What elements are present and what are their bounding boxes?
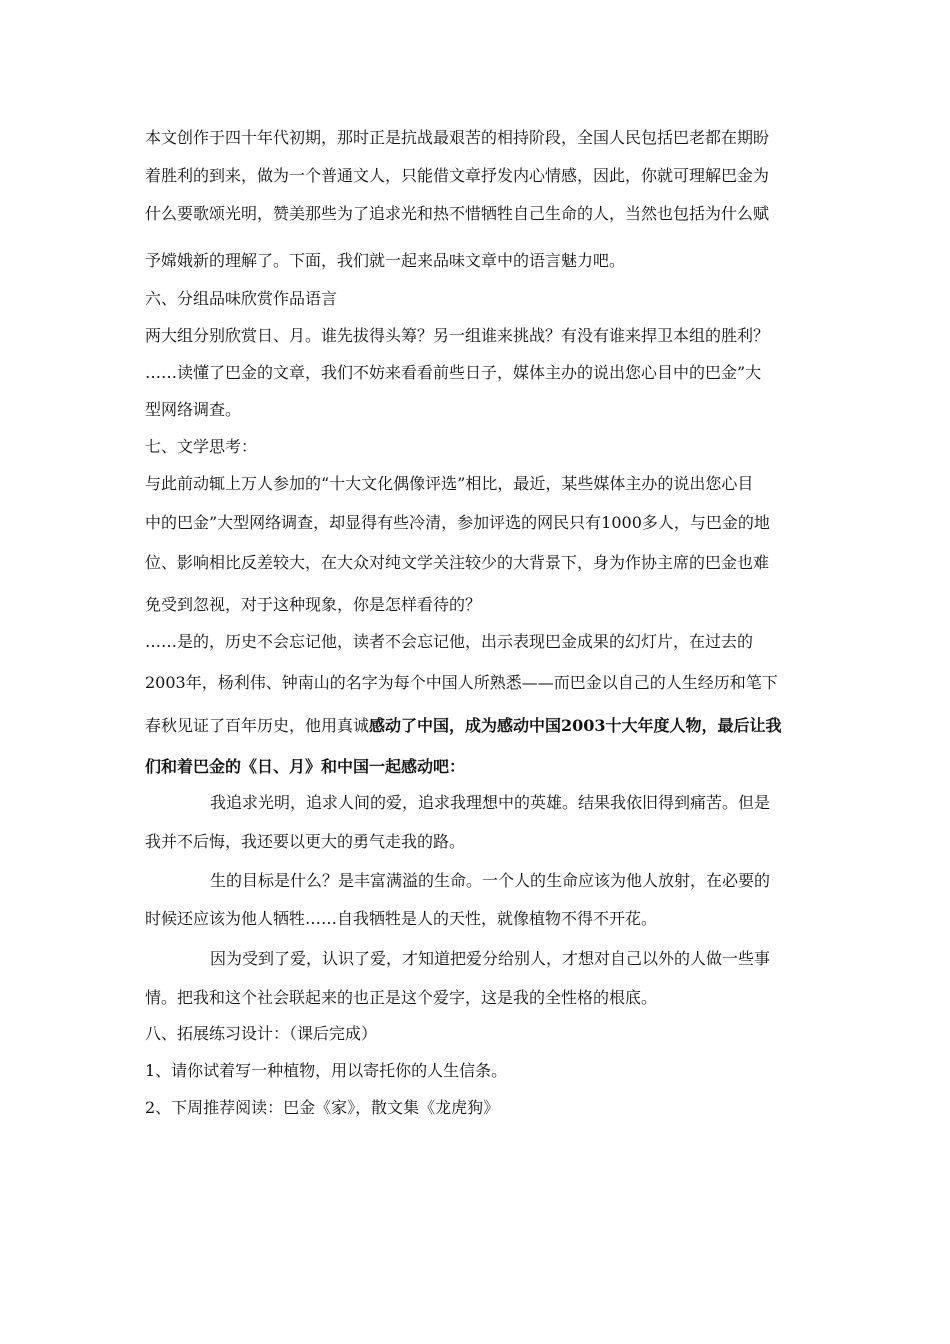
paragraph-line: ……读懂了巴金的文章，我们不妨来看看前些日子，媒体主办的说出您心目中的巴金”大: [145, 363, 762, 382]
paragraph-line: 中的巴金”大型网络调查，却显得有些冷清，参加评选的网民只有1000多人，与巴金的地: [145, 513, 770, 532]
paragraph-line: 2003年，杨利伟、钟南山的名字为每个中国人所熟悉——而巴金以自己的人生经历和笔下: [145, 673, 778, 692]
paragraph-line: 与此前动辄上万人参加的“十大文化偶像评选”相比，最近，某些媒体主办的说出您心目: [145, 474, 754, 493]
bold-line: 们和着巴金的《日、月》和中国一起感动吧：: [145, 757, 466, 776]
paragraph-line: 本文创作于四十年代初期，那时正是抗战最艰苦的相持阶段，全国人民包括巴老都在期盼: [145, 128, 770, 147]
paragraph-line: 位、影响相比反差较大，在大众对纯文学关注较少的大背景下，身为作协主席的巴金也难: [145, 553, 770, 572]
exercise-item: 2、下周推荐阅读：巴金《家》，散文集《龙虎狗》: [145, 1098, 500, 1117]
paragraph-line: [145, 716, 782, 736]
section-heading: 七、文学思考：: [145, 437, 258, 456]
paragraph-line: 型网络调查。: [145, 400, 242, 419]
paragraph-line: ……是的，历史不会忘记他，读者不会忘记他，出示表现巴金成果的幻灯片，在过去的: [145, 632, 754, 651]
exercise-item: 1、请你试着写一种植物，用以寄托你的人生信条。: [145, 1061, 508, 1080]
paragraph-line: 着胜利的到来，做为一个普通文人，只能借文章抒发内心情感，因此，你就可理解巴金为: [145, 166, 770, 185]
paragraph-line: 什么要歌颂光明，赞美那些为了追求光和热不惜牺牲自己生命的人，当然也包括为什么赋: [145, 204, 770, 223]
quote-line: 我并不后悔，我还要以更大的勇气走我的路。: [145, 832, 466, 851]
quote-line: 我追求光明，追求人间的爱，追求我理想中的英雄。结果我依旧得到痛苦。但是: [210, 793, 771, 812]
quote-line: 情。把我和这个社会联起来的也正是这个爱字，这是我的全性格的根底。: [145, 988, 658, 1007]
section-heading: 八、拓展练习设计：（课后完成）: [145, 1024, 378, 1043]
paragraph-line: 予嫦娥新的理解了。下面，我们就一起来品味文章中的语言魅力吧。: [145, 251, 626, 270]
quote-line: 生的目标是什么？是丰富满溢的生命。一个人的生命应该为他人放射，在必要的: [210, 871, 771, 890]
quote-line: 因为受到了爱，认识了爱，才知道把爱分给别人，才想对自己以外的人做一些事: [210, 949, 771, 968]
quote-line: 时候还应该为他人牺牲……自我牺牲是人的天性，就像植物不得不开花。: [145, 909, 658, 928]
bold-text: 感动了中国，成为感动中国2003十大年度人物，最后让我: [369, 716, 782, 735]
paragraph-line: 免受到忽视，对于这种现象，你是怎样看待的？: [145, 595, 482, 614]
section-heading: 六、分组品味欣赏作品语言: [145, 289, 338, 308]
paragraph-line: 两大组分别欣赏日、月。谁先拔得头筹？另一组谁来挑战？有没有谁来捍卫本组的胜利？: [145, 326, 770, 345]
plain-text: 春秋见证了百年历史，他用真诚: [145, 716, 370, 735]
